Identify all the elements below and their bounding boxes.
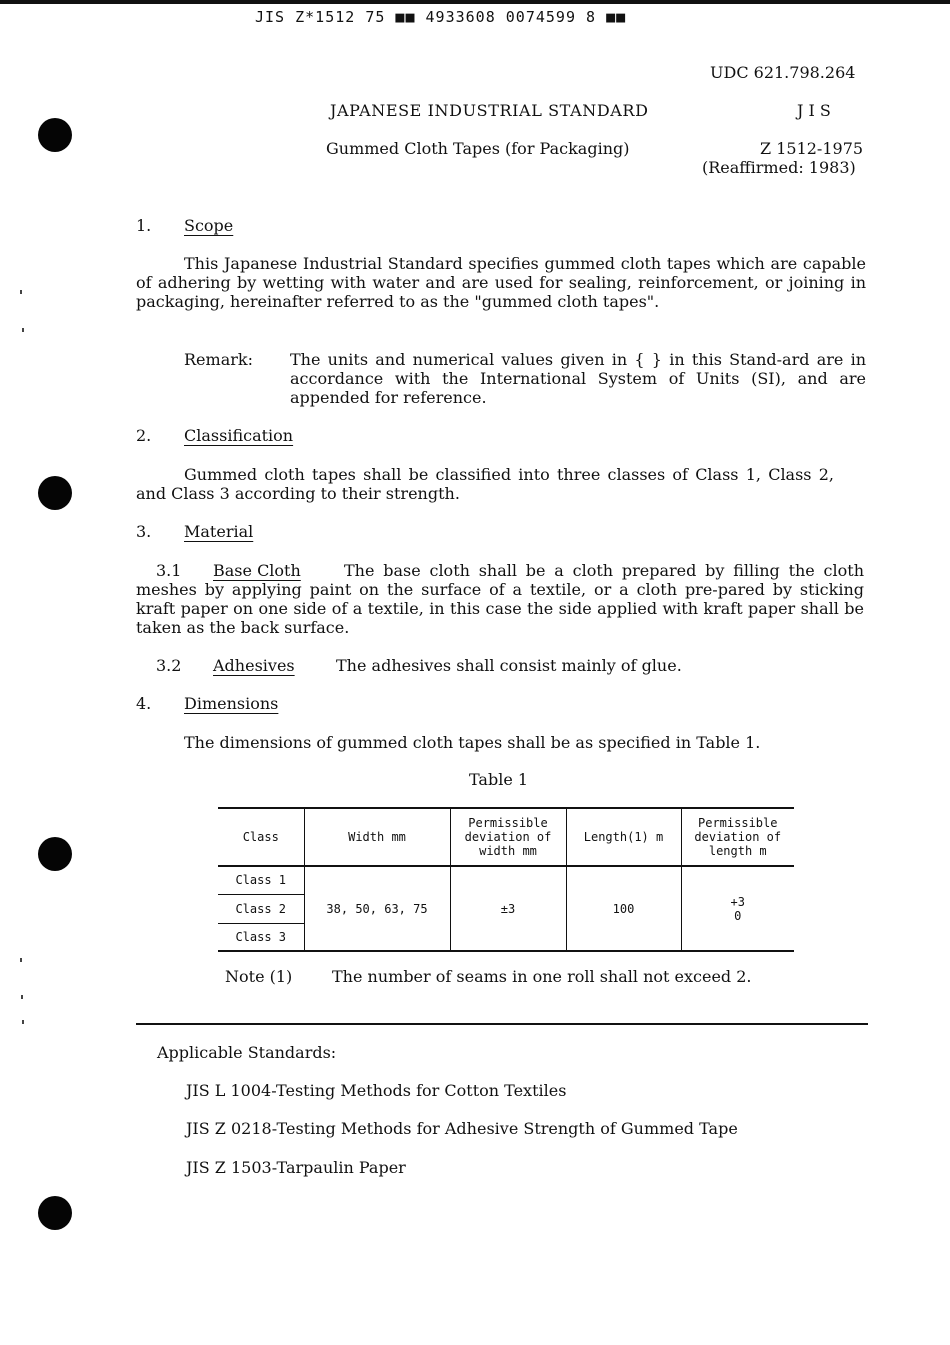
remark-label: Remark:: [184, 350, 253, 369]
scan-speck: [22, 1020, 24, 1024]
punch-hole-4: [38, 1196, 72, 1230]
standard-number: Z 1512-1975: [760, 139, 864, 158]
punch-hole-3: [38, 837, 72, 871]
header-class: Class: [218, 808, 304, 866]
applicable-standard-item: JIS Z 0218-Testing Methods for Adhesive Strength of Gummed Tape: [186, 1119, 738, 1138]
subsection-3-2-number: 3.2: [156, 656, 182, 675]
udc-number: UDC 621.798.264: [710, 63, 856, 82]
table-header-row: [218, 808, 794, 866]
header-length-deviation-text: Permissible deviation of length m: [694, 816, 782, 858]
document-title: Gummed Cloth Tapes (for Packaging): [326, 139, 630, 158]
note-text: The number of seams in one roll shall not exceed 2.: [332, 967, 752, 986]
applicable-standard-item: JIS Z 1503-Tarpaulin Paper: [186, 1158, 406, 1177]
section-1-number: 1.: [136, 216, 152, 235]
note-label: Note (1): [225, 967, 293, 986]
scan-speck: [20, 958, 22, 962]
section-2-heading: Classification: [184, 426, 294, 445]
header-width-deviation: [450, 808, 566, 866]
scan-speck: [22, 328, 24, 332]
applicable-standards-heading: Applicable Standards:: [157, 1043, 337, 1062]
subsection-3-1-body: The base cloth shall be a cloth prepared by filling the cloth meshes by applying paint on the surface of a textile, or a cloth pre-pared by sticking kraft paper on one side of a textile, in this case the side applied with kraft paper shall be taken as the back surface.: [136, 561, 864, 637]
header-width: Width mm: [304, 808, 450, 866]
length-deviation-cell: [681, 866, 794, 951]
standard-body: JAPANESE INDUSTRIAL STANDARD: [330, 101, 649, 120]
section-3-heading: Material: [184, 522, 254, 541]
width-deviation-cell: ±3: [450, 866, 566, 951]
header-code-strip: JIS Z*1512 75 ■■ 4933608 0074599 8 ■■: [255, 8, 627, 26]
scan-top-border: [0, 0, 950, 4]
subsection-3-1-number: 3.1: [156, 561, 182, 580]
length-deviation-plus: +3: [730, 894, 745, 909]
section-4-heading: Dimensions: [184, 694, 279, 713]
scan-speck: [21, 995, 23, 999]
class-cell: Class 1: [218, 866, 304, 894]
dimensions-table: [218, 807, 794, 952]
length-cell: 100: [566, 866, 681, 951]
section-3-number: 3.: [136, 522, 152, 541]
applicable-standard-item: JIS L 1004-Testing Methods for Cotton Textiles: [186, 1081, 567, 1100]
class-cell: Class 3: [218, 923, 304, 951]
class-cell: Class 2: [218, 894, 304, 923]
table-caption: Table 1: [469, 770, 529, 789]
header-length-deviation: [681, 808, 794, 866]
subsection-3-2-heading: Adhesives: [213, 656, 295, 675]
header-length: Length(1) m: [566, 808, 681, 866]
section-4-number: 4.: [136, 694, 152, 713]
subsection-3-1-heading: Base Cloth: [213, 561, 301, 580]
punch-hole-2: [38, 476, 72, 510]
table-row: [218, 866, 794, 894]
section-1-heading: Scope: [184, 216, 234, 235]
remark-text: The units and numerical values given in { } in this Stand-ard are in accordance with the International System of Units (SI), and are appended for reference.: [290, 350, 866, 407]
punch-hole-1: [38, 118, 72, 152]
length-deviation-minus: 0: [734, 908, 742, 923]
section-4-body: The dimensions of gummed cloth tapes shall be as specified in Table 1.: [184, 733, 761, 752]
subsection-3-2-body: The adhesives shall consist mainly of glue.: [336, 656, 682, 675]
reaffirmed-date: (Reaffirmed: 1983): [702, 158, 856, 177]
width-cell: 38, 50, 63, 75: [304, 866, 450, 951]
section-1-body: This Japanese Industrial Standard specifies gummed cloth tapes which are capable of adhering by wetting with water and are used for sealing, reinforcement, or joining in packaging, hereinafter referred to as the "gummed cloth tapes".: [136, 254, 866, 311]
separator-rule: [136, 1023, 868, 1025]
jis-mark: J I S: [797, 101, 831, 120]
header-width-deviation-text: Permissible deviation of width mm: [464, 816, 552, 858]
scan-speck: [20, 290, 22, 294]
section-2-number: 2.: [136, 426, 152, 445]
section-2-body: Gummed cloth tapes shall be classified into three classes of Class 1, Class 2, and Class 3 according to their strength.: [136, 465, 834, 503]
